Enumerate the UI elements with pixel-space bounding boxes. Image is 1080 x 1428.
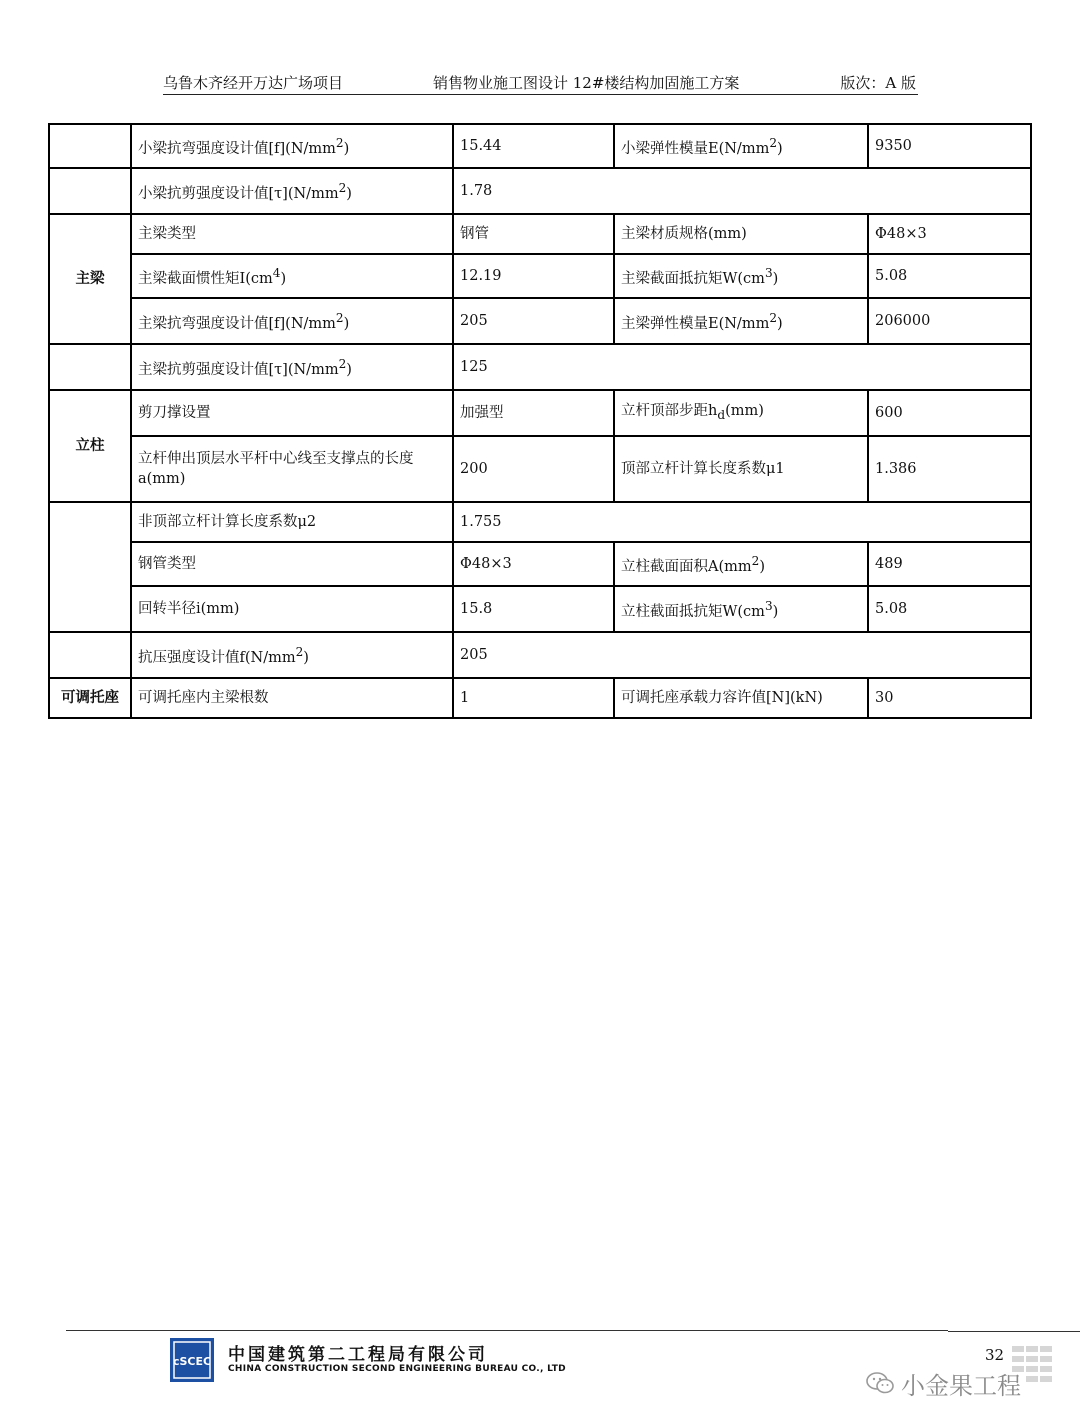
param-value: 9350 — [868, 124, 1031, 168]
param-value: 125 — [453, 344, 1031, 390]
param-name: 主梁截面惯性矩$I(cm^4)$ — [131, 254, 453, 298]
table-row — [49, 344, 1031, 390]
param-name: 小梁抗剪强度设计值$[\tau](N/mm^2)$ — [131, 168, 453, 214]
table-row — [49, 298, 1031, 344]
category-cell: 主梁 — [49, 214, 131, 344]
footer-divider — [66, 1330, 948, 1331]
param-name: 可调托座内主梁根数 — [131, 678, 453, 718]
param-value: 200 — [453, 436, 614, 502]
param-value: 5.08 — [868, 586, 1031, 632]
param-value: 1 — [453, 678, 614, 718]
param-name: 小梁弹性模量$E(N/mm^2)$ — [614, 124, 868, 168]
param-value: 12.19 — [453, 254, 614, 298]
page-header — [163, 70, 918, 95]
param-name: 主梁抗剪强度设计值$[\tau](N/mm^2)$ — [131, 344, 453, 390]
table-row — [49, 678, 1031, 718]
category-cell — [49, 168, 131, 214]
version-label: 版次：A 版 — [840, 74, 916, 92]
param-name: 可调托座承载力容许值[N](kN) — [614, 678, 868, 718]
table-row — [49, 632, 1031, 678]
param-name: 立柱截面抵抗矩$W(cm^3)$ — [614, 586, 868, 632]
watermark-text: 小金果工程 — [901, 1371, 1021, 1400]
category-cell — [49, 632, 131, 678]
category-cell — [49, 344, 131, 390]
table-row — [49, 254, 1031, 298]
param-name: 主梁截面抵抗矩$W(cm^3)$ — [614, 254, 868, 298]
param-name: 钢管类型 — [131, 542, 453, 586]
param-value: 30 — [868, 678, 1031, 718]
param-name: 立杆伸出顶层水平杆中心线至支撑点的长度a(mm) — [131, 436, 453, 502]
company-name-cn: 中国建筑第二工程局有限公司 — [228, 1345, 488, 1365]
param-name: 主梁类型 — [131, 214, 453, 254]
watermark — [865, 1366, 1021, 1400]
category-cell: 立柱 — [49, 390, 131, 502]
footer-divider-right — [948, 1331, 1080, 1332]
project-name: 乌鲁木齐经开万达广场项目 — [163, 74, 344, 92]
table-row — [49, 502, 1031, 542]
param-name: 回转半径i(mm) — [131, 586, 453, 632]
wechat-icon — [865, 1370, 895, 1396]
category-cell: 可调托座 — [49, 678, 131, 718]
param-value: 1.78 — [453, 168, 1031, 214]
param-value: 加强型 — [453, 390, 614, 436]
company-name-en: CHINA CONSTRUCTION SECOND ENGINEERING BUREAU CO., LTD — [228, 1364, 566, 1374]
param-value: Φ48×3 — [453, 542, 614, 586]
param-value: 206000 — [868, 298, 1031, 344]
param-name: 剪刀撑设置 — [131, 390, 453, 436]
param-value: 1.755 — [453, 502, 1031, 542]
param-name: 主梁抗弯强度设计值$[f](N/mm^2)$ — [131, 298, 453, 344]
table-row — [49, 214, 1031, 254]
table-row — [49, 124, 1031, 168]
param-value: 205 — [453, 298, 614, 344]
table-row — [49, 168, 1031, 214]
table-row — [49, 586, 1031, 632]
svg-text:cSCEC: cSCEC — [172, 1355, 212, 1368]
document-title: 销售物业施工图设计 12#楼结构加固施工方案 — [433, 74, 740, 92]
param-value: 15.44 — [453, 124, 614, 168]
table-row — [49, 390, 1031, 436]
param-value: 1.386 — [868, 436, 1031, 502]
param-name: 主梁材质规格(mm) — [614, 214, 868, 254]
param-value: 489 — [868, 542, 1031, 586]
param-name: 顶部立杆计算长度系数μ1 — [614, 436, 868, 502]
param-value: Φ48×3 — [868, 214, 1031, 254]
page-number: 32 — [985, 1346, 1005, 1364]
param-value: 205 — [453, 632, 1031, 678]
category-cell — [49, 502, 131, 632]
table-row — [49, 542, 1031, 586]
category-cell — [49, 124, 131, 168]
param-value: 600 — [868, 390, 1031, 436]
param-name: 抗压强度设计值$f(N/mm^2)$ — [131, 632, 453, 678]
param-value: 5.08 — [868, 254, 1031, 298]
param-name: 小梁抗弯强度设计值$[f](N/mm^2)$ — [131, 124, 453, 168]
param-name: 非顶部立杆计算长度系数μ2 — [131, 502, 453, 542]
param-name: 立柱截面面积$A(mm^2)$ — [614, 542, 868, 586]
param-value: 15.8 — [453, 586, 614, 632]
parameter-table — [48, 123, 1032, 719]
param-value: 钢管 — [453, 214, 614, 254]
cscec-logo-icon — [170, 1338, 214, 1382]
param-name: 主梁弹性模量$E(N/mm^2)$ — [614, 298, 868, 344]
param-name: 立杆顶部步距$h_d(mm)$ — [614, 390, 868, 436]
table-row — [49, 436, 1031, 502]
